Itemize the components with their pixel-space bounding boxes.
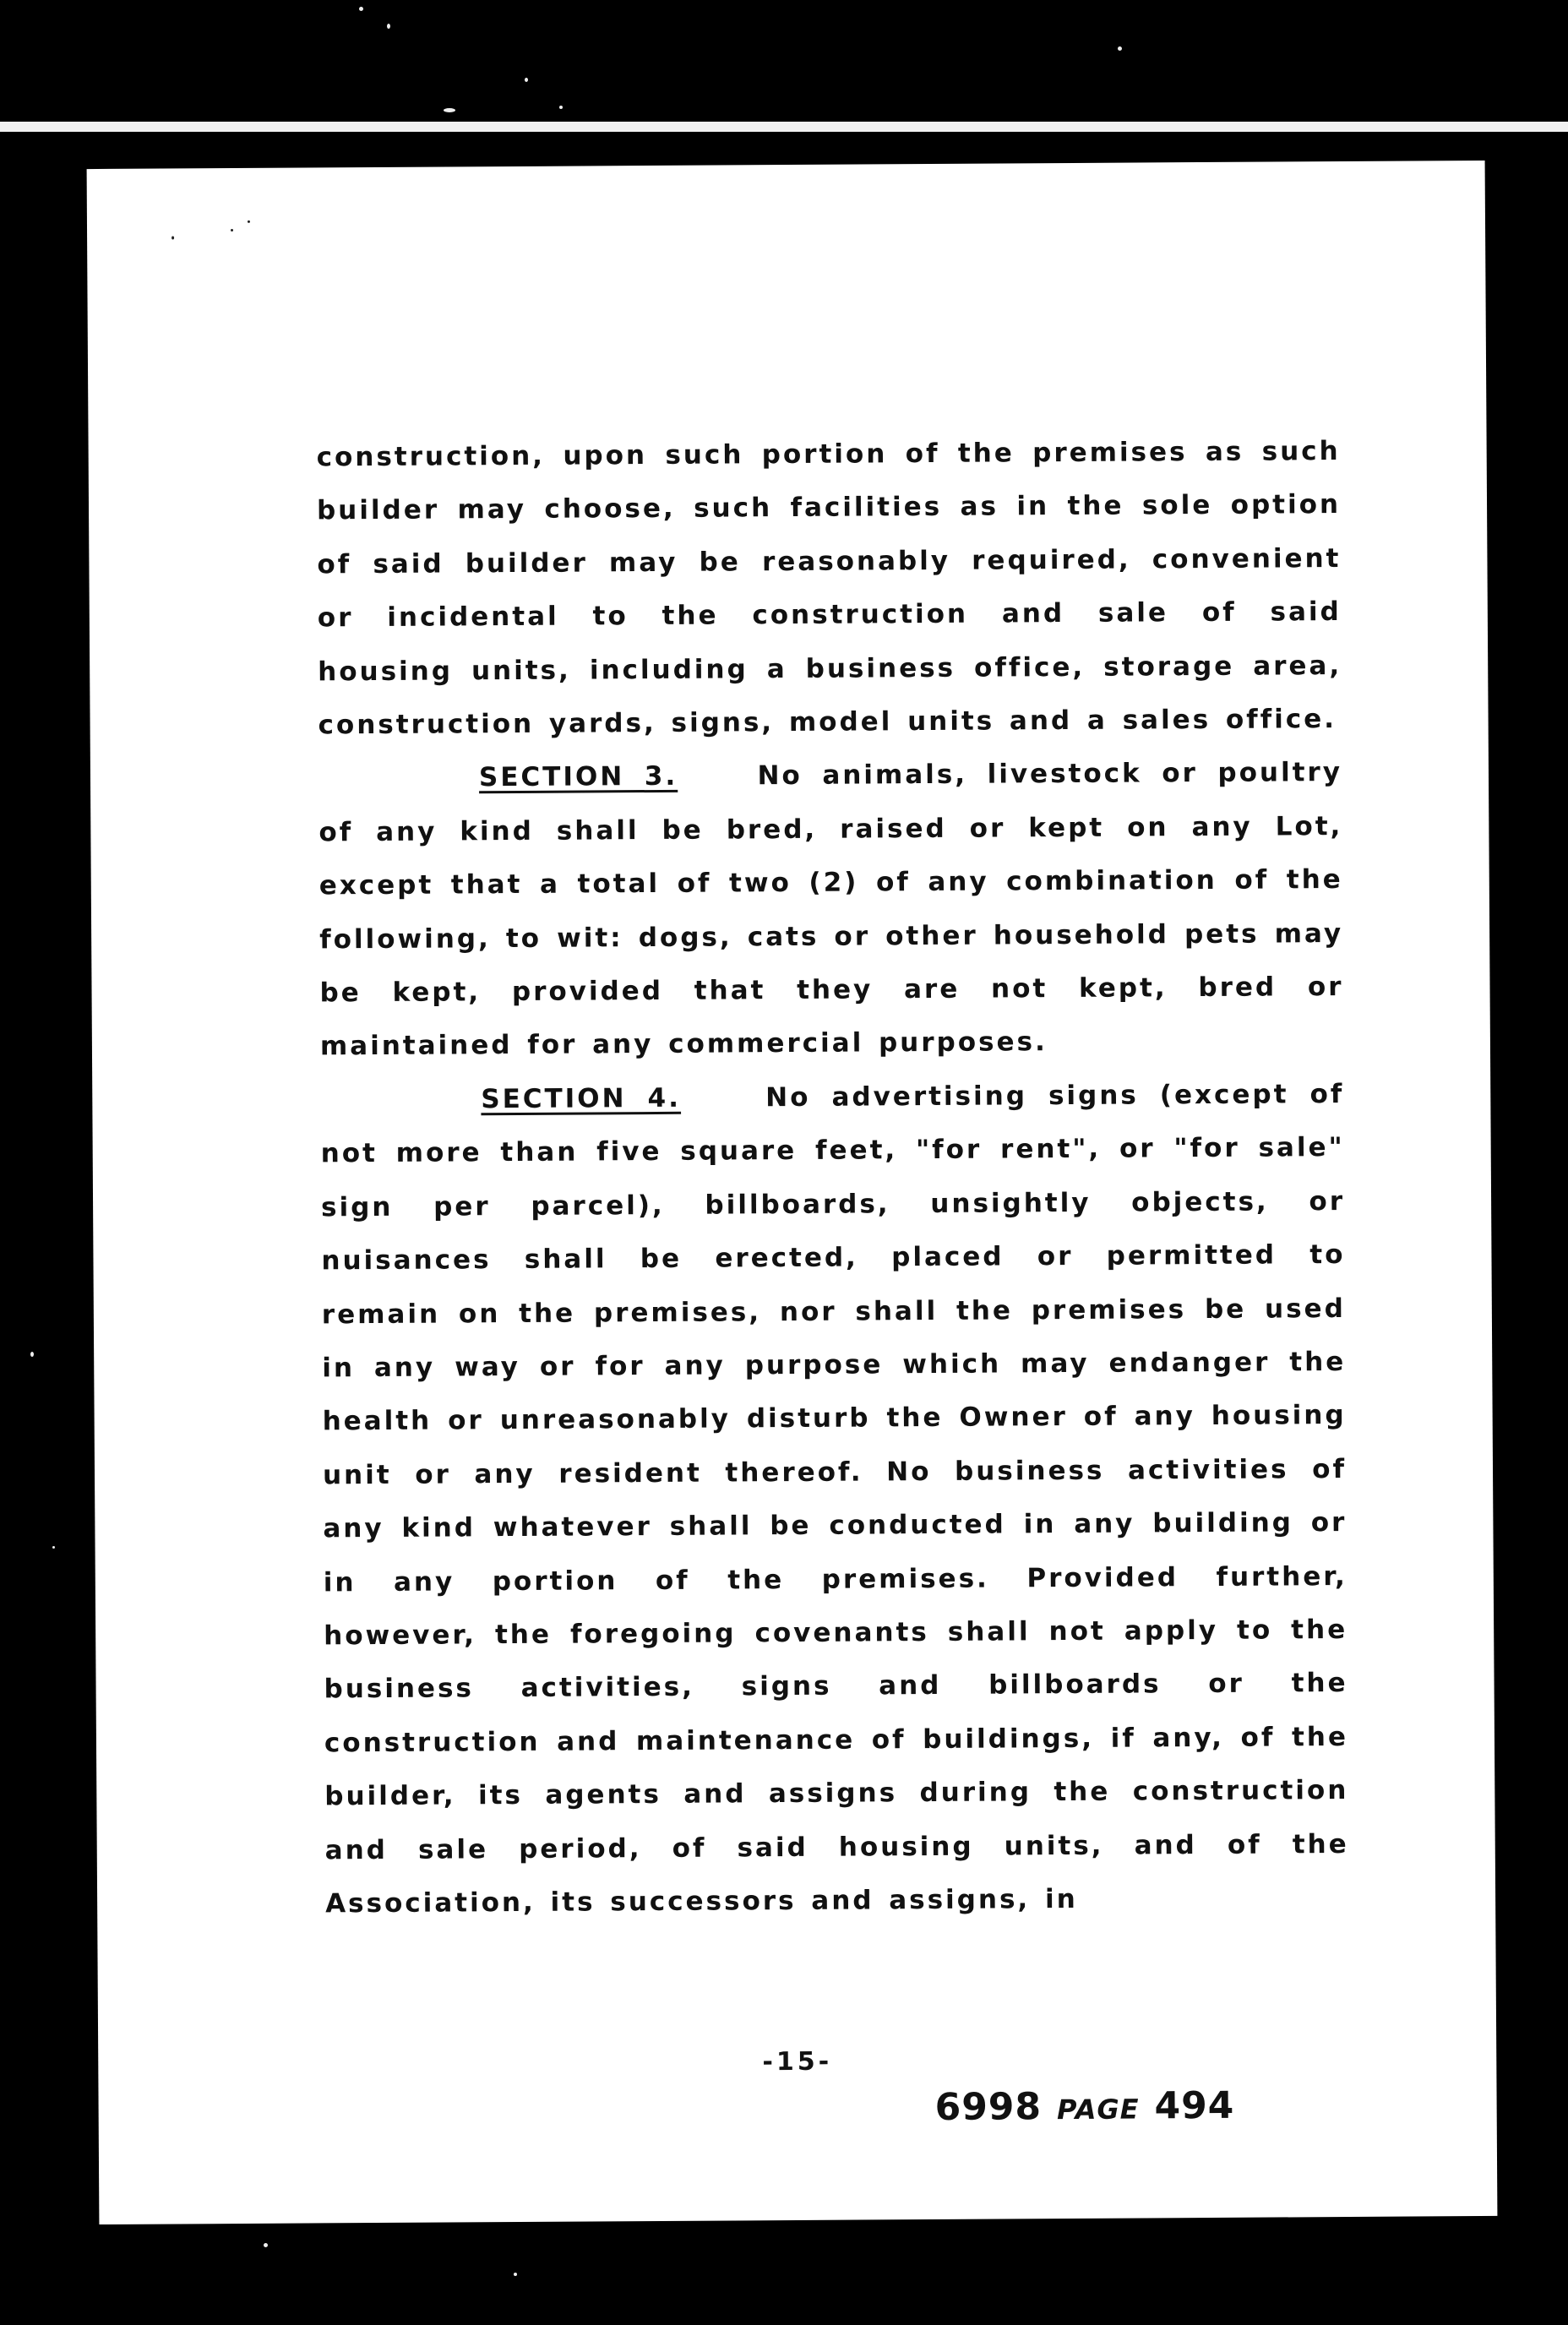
scan-speck [559, 106, 563, 109]
scan-speck [387, 24, 390, 29]
scan-speck [1118, 46, 1122, 51]
scan-speck [264, 2243, 268, 2247]
book-page-reference [934, 2084, 1234, 2129]
page-speck [231, 229, 233, 231]
section-4-heading: SECTION 4. [481, 1082, 682, 1115]
section-4-text: No advertising signs (except of not more than five square feet, "for rent", or "for sale" sign per parcel), billboards, unsightly objects, or nuisances shall be erected, placed or permitted to remain on the premises, nor shall the premises be used in any way or for any purpose which may endanger the health or unreasonably disturb the Owner of any housing unit or any resident thereof. No business activities of any kind whatever shall be conducted in any building or in any portion of the premises. Provided further, however, the foregoing covenants shall not apply to the business activities, signs and billboards or the construction and maintenance of buildings, if any, of the builder, its agents and assigns during the construction and sale period, of said housing units, and of the Association, its successors and assigns, in [320, 1078, 1349, 1919]
scan-border-rule [0, 122, 1568, 132]
page-label: PAGE [1056, 2093, 1140, 2126]
scan-speck [359, 7, 363, 11]
paragraph-continuation: construction, upon such portion of the premises as such builder may choose, such facilities as in the sole option of said builder may be reasonably required, convenient or incidental to the construction and sale of said housing units, including a business office, storage area, construction yards, signs, model units and a sales office. [316, 436, 1342, 741]
page-number: -15- [762, 2046, 833, 2077]
section-3-text: No animals, livestock or poultry of any kind shall be bred, raised or kept on any Lot, except that a total of two (2) of any combination of the following, to wit: dogs, cats or other household pets may be kept, provided that they are not kept, bred or maintained for any commercial purposes. [318, 757, 1344, 1062]
document-body [316, 425, 1349, 1931]
section-3-paragraph [318, 746, 1344, 1074]
recorded-page-number: 494 [1154, 2083, 1235, 2128]
scan-speck [514, 2273, 517, 2276]
scan-speck [30, 1352, 34, 1357]
scan-speck [444, 108, 455, 112]
book-number: 6998 [934, 2085, 1043, 2129]
scan-speck [52, 1546, 55, 1549]
page-speck [172, 236, 174, 239]
section-3-heading: SECTION 3. [478, 761, 678, 793]
scan-speck [525, 78, 528, 82]
section-4-paragraph [320, 1068, 1349, 1931]
document-page [87, 161, 1498, 2224]
page-speck [248, 221, 250, 223]
